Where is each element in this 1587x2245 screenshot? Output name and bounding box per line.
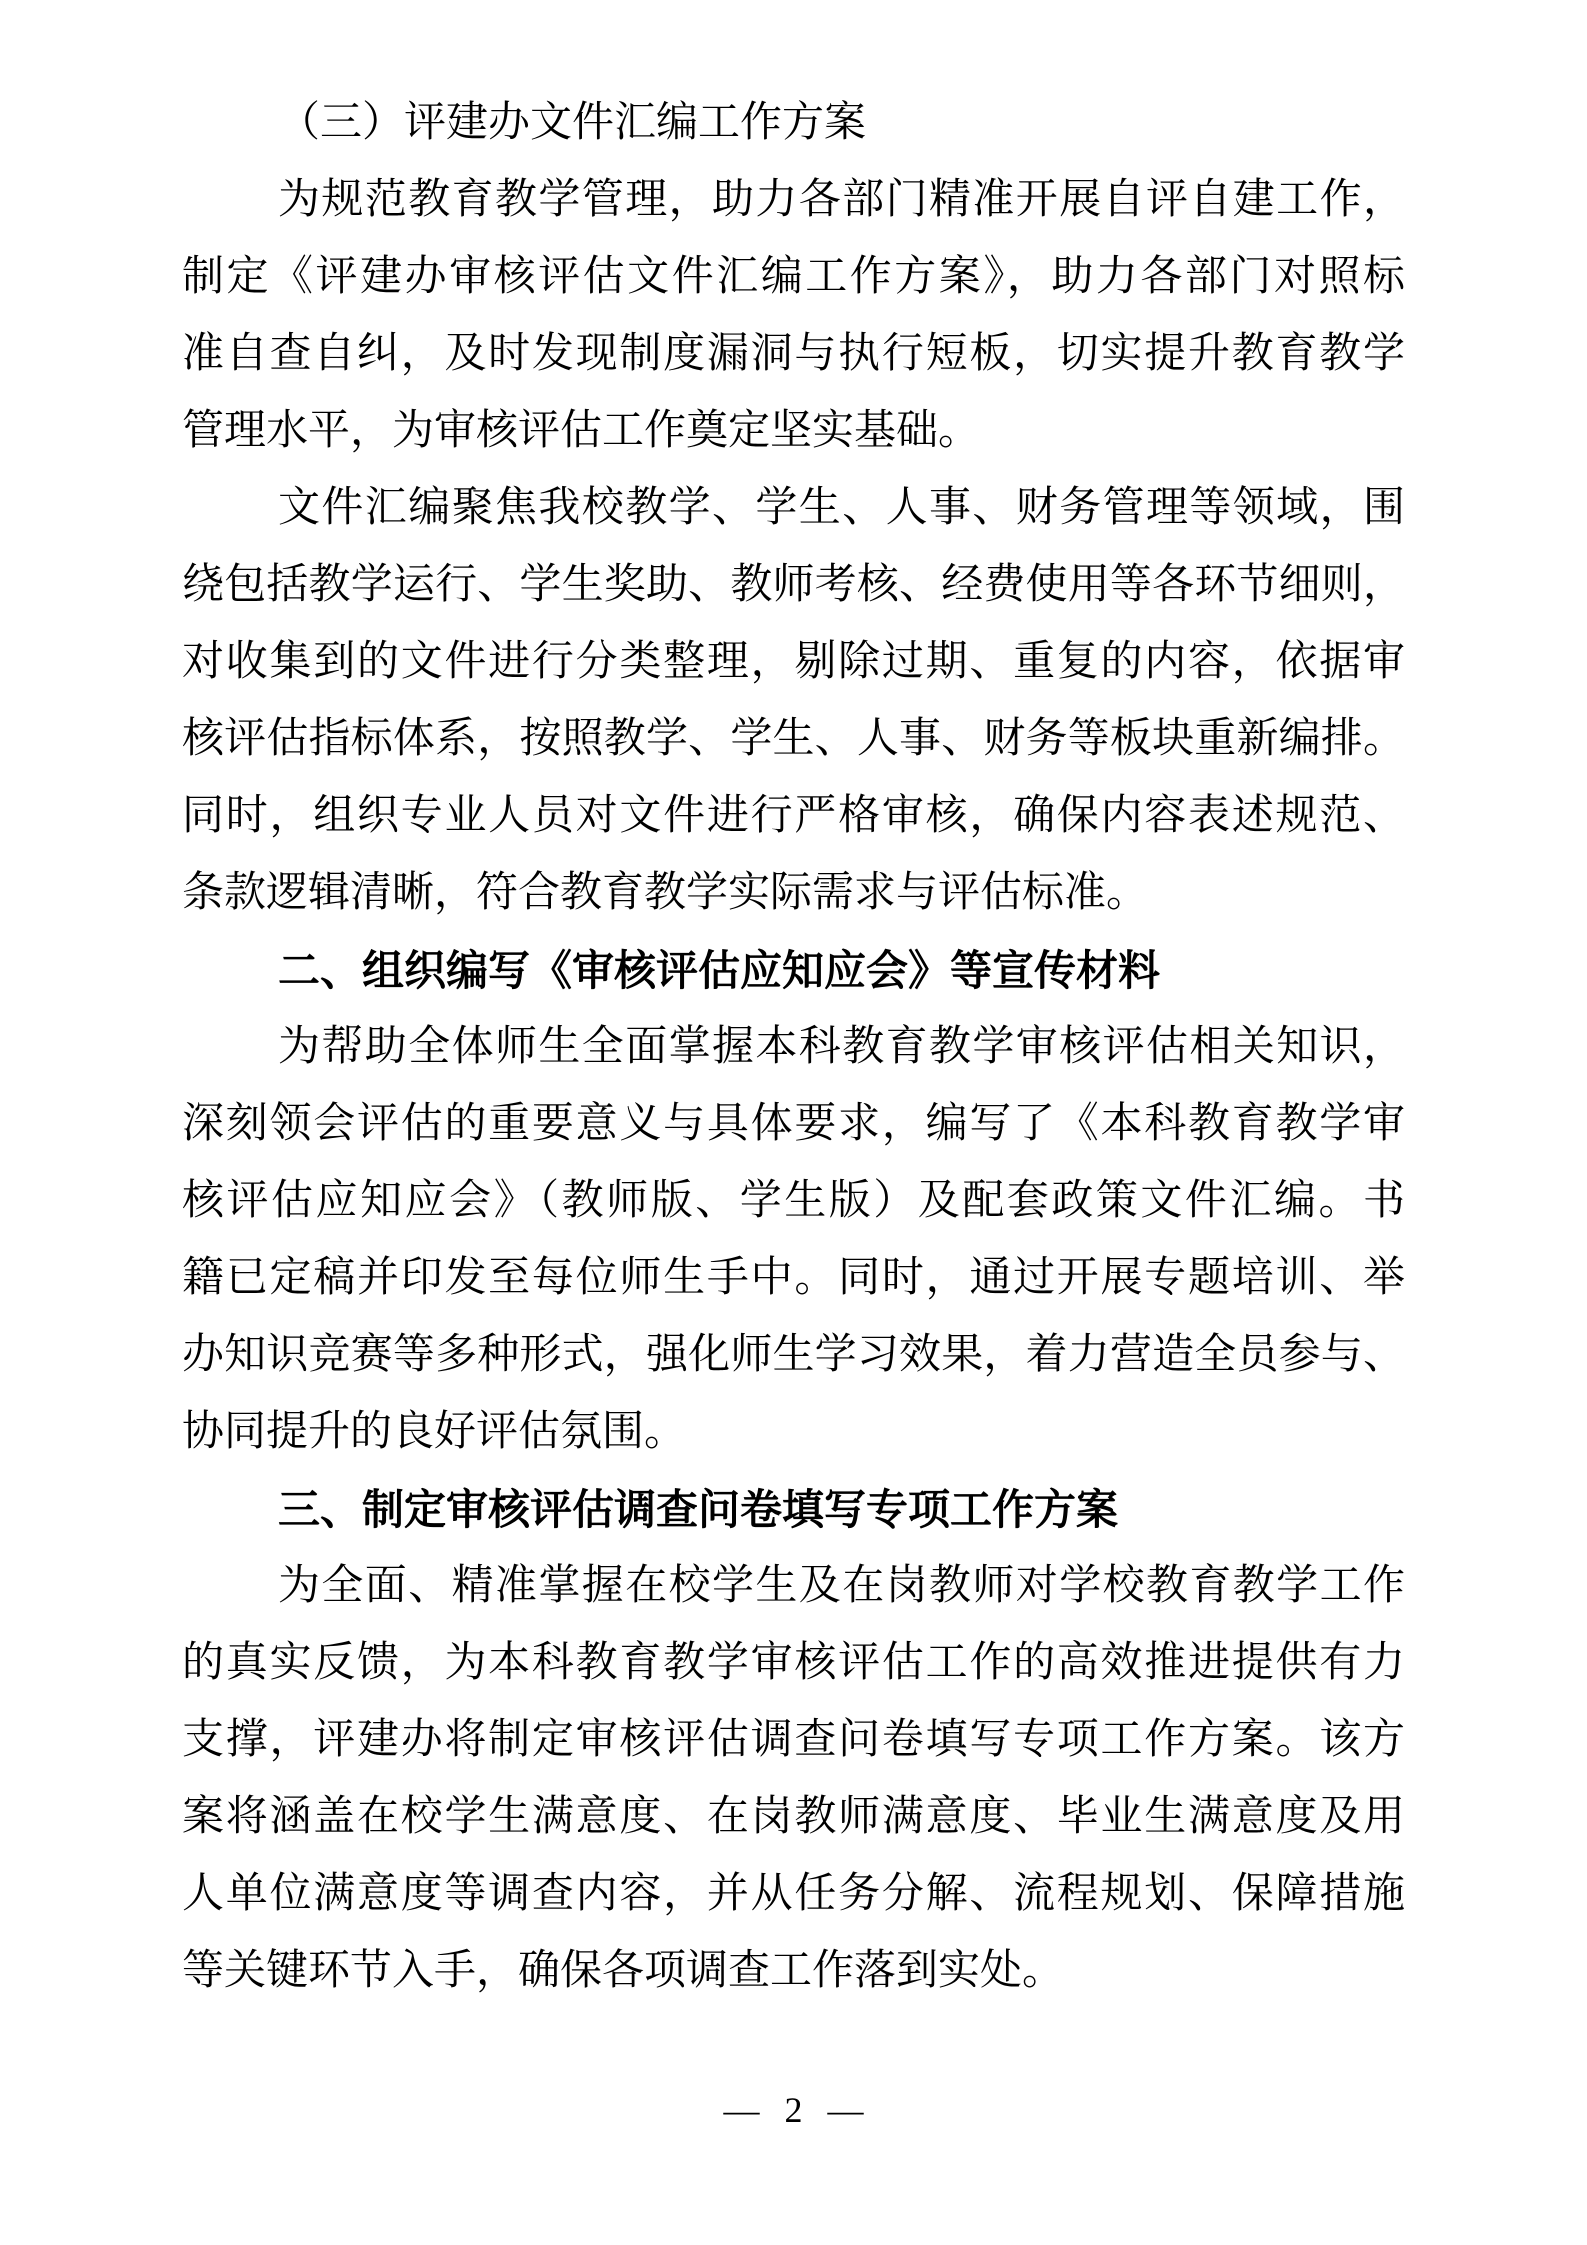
heading-bold	[182, 932, 1405, 1009]
text-line: 核评估应知应会》（教师版、学生版）及配套政策文件汇编。书	[182, 1178, 1405, 1224]
subheading	[182, 85, 1405, 162]
text-line: 对收集到的文件进行分类整理，剔除过期、重复的内容，依据审	[182, 639, 1405, 685]
text-line: 为全面、精准掌握在校学生及在岗教师对学校教育教学工作	[278, 1563, 1405, 1609]
text-line: 人单位满意度等调查内容，并从任务分解、流程规划、保障措施	[182, 1871, 1405, 1917]
text-line: 准自查自纠，及时发现制度漏洞与执行短板，切实提升教育教学	[182, 331, 1405, 377]
text-line: 核评估指标体系，按照教学、学生、人事、财务等板块重新编排。	[182, 716, 1405, 762]
text-line: 为帮助全体师生全面掌握本科教育教学审核评估相关知识，	[278, 1024, 1405, 1070]
page-number: — 2 —	[723, 2090, 864, 2130]
text-line: 协同提升的良好评估氛围。	[182, 1409, 687, 1455]
text-line: 深刻领会评估的重要意义与具体要求，编写了《本科教育教学审	[182, 1101, 1405, 1147]
text-line: 条款逻辑清晰，符合教育教学实际需求与评估标准。	[182, 870, 1149, 916]
text-line: 的真实反馈，为本科教育教学审核评估工作的高效推进提供有力	[182, 1640, 1405, 1686]
text-line: 二、组织编写《审核评估应知应会》等宣传材料	[278, 947, 1161, 994]
paragraph	[182, 470, 1405, 932]
text-line: 三、制定审核评估调查问卷填写专项工作方案	[278, 1486, 1119, 1533]
heading-bold	[182, 1471, 1405, 1548]
text-line: 案将涵盖在校学生满意度、在岗教师满意度、毕业生满意度及用	[182, 1794, 1405, 1840]
document-body	[182, 85, 1405, 2010]
page-footer	[0, 2088, 1587, 2132]
text-line: 绕包括教学运行、学生奖助、教师考核、经费使用等各环节细则，	[182, 562, 1405, 608]
text-line: 同时，组织专业人员对文件进行严格审核，确保内容表述规范、	[182, 793, 1405, 839]
text-line: 籍已定稿并印发至每位师生手中。同时，通过开展专题培训、举	[182, 1255, 1405, 1301]
text-line: 制定《评建办审核评估文件汇编工作方案》，助力各部门对照标	[182, 254, 1405, 300]
text-line: 为规范教育教学管理，助力各部门精准开展自评自建工作，	[278, 177, 1405, 223]
text-line: 支撑，评建办将制定审核评估调查问卷填写专项工作方案。该方	[182, 1717, 1405, 1763]
text-line: （三）评建办文件汇编工作方案	[278, 100, 867, 146]
text-line: 文件汇编聚焦我校教学、学生、人事、财务管理等领域，围	[278, 485, 1405, 531]
text-line: 等关键环节入手，确保各项调查工作落到实处。	[182, 1948, 1065, 1994]
paragraph	[182, 162, 1405, 470]
paragraph	[182, 1009, 1405, 1471]
text-line: 办知识竞赛等多种形式，强化师生学习效果，着力营造全员参与、	[182, 1332, 1405, 1378]
paragraph	[182, 1548, 1405, 2010]
text-line: 管理水平，为审核评估工作奠定坚实基础。	[182, 408, 981, 454]
